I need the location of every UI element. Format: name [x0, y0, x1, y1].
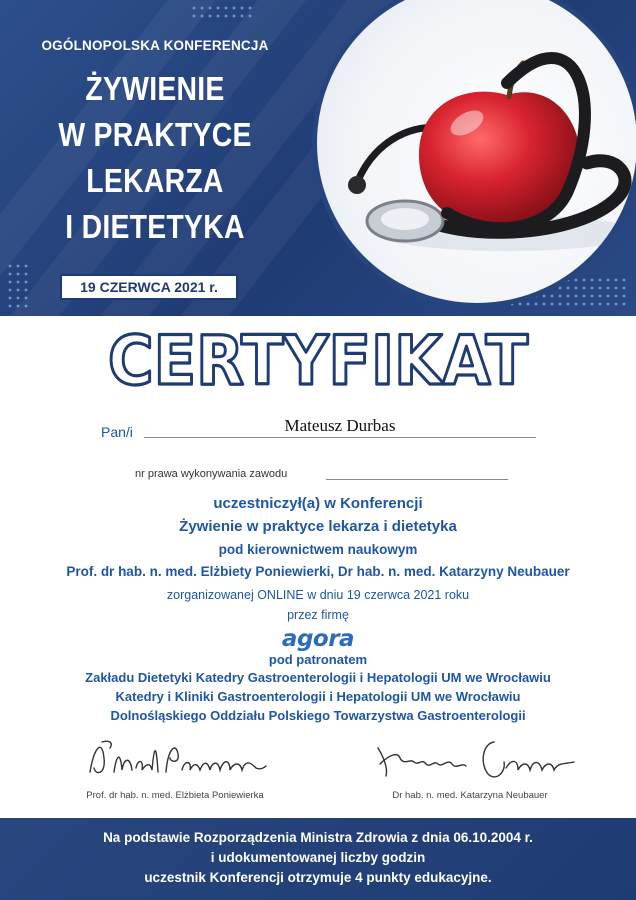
conference-name: Żywienie w praktyce lekarza i dietetyka: [179, 518, 457, 535]
certificate-heading: [0, 320, 636, 396]
participant-name: Mateusz Durbas: [284, 416, 396, 435]
title-line: W PRAKTYCE: [58, 116, 252, 153]
participated-text: uczestniczył(a) w Konferencji: [213, 495, 423, 512]
signature-caption-neubauer: Dr hab. n. med. Katarzyna Neubauer: [392, 790, 548, 801]
patron-line: Zakładu Dietetyki Katedry Gastroenterologii i Hepatologii UM we Wrocławiu: [85, 670, 551, 685]
title-line: I DIETETYKA: [65, 208, 245, 245]
license-underline: [326, 479, 508, 480]
patron-line: Katedry i Kliniki Gastroenterologii i Hepatologii UM we Wrocławiu: [115, 689, 521, 704]
title-line: LEKARZA: [86, 162, 224, 199]
dot-pattern-decoration: [6, 262, 30, 308]
name-underline: [144, 437, 536, 438]
license-label: nr prawa wykonywania zawodu: [135, 468, 288, 480]
signature-poniewierka: [80, 728, 270, 786]
direction-label: pod kierownictwem naukowym: [218, 542, 418, 557]
by-company-text: przez firmę: [287, 608, 349, 622]
apple-stethoscope-photo: [312, 0, 636, 308]
apple-stethoscope-illustration: [317, 0, 636, 303]
title-line: ŻYWIENIE: [85, 70, 225, 107]
organized-text: zorganizowanej ONLINE w dniu 19 czerwca 2021 roku: [166, 588, 470, 602]
signature-caption-poniewierka: Prof. dr hab. n. med. Elżbieta Poniewierka: [86, 790, 264, 801]
name-label: Pan/i: [101, 424, 133, 440]
conference-date: 19 CZERWCA 2021 r.: [60, 274, 238, 300]
dot-pattern-decoration: [190, 4, 254, 18]
agora-logo-text: agora: [281, 626, 355, 652]
footer-line: uczestnik Konferencji otrzymuje 4 punkty edukacyjne.: [144, 870, 492, 885]
footer-line: i udokumentowanej liczby godzin: [210, 850, 426, 865]
conference-subtitle: OGÓLNOPOLSKA KONFERENCJA: [41, 38, 269, 53]
agora-logo: [0, 626, 636, 652]
certificate-title-text: CERTYFIKAT: [108, 322, 529, 396]
signature-neubauer: [370, 728, 580, 786]
footer-banner: [0, 818, 636, 900]
patronage-label: pod patronatem: [268, 652, 368, 667]
conference-title: [22, 66, 289, 250]
header-banner: [0, 0, 636, 316]
footer-line: Na podstawie Rozporządzenia Ministra Zdrowia z dnia 06.10.2004 r.: [103, 830, 533, 845]
scientific-directors: Prof. dr hab. n. med. Elżbiety Poniewierki, Dr hab. n. med. Katarzyny Neubauer: [66, 564, 570, 579]
patron-line: Dolnośląskiego Oddziału Polskiego Towarzystwa Gastroenterologii: [110, 708, 526, 723]
